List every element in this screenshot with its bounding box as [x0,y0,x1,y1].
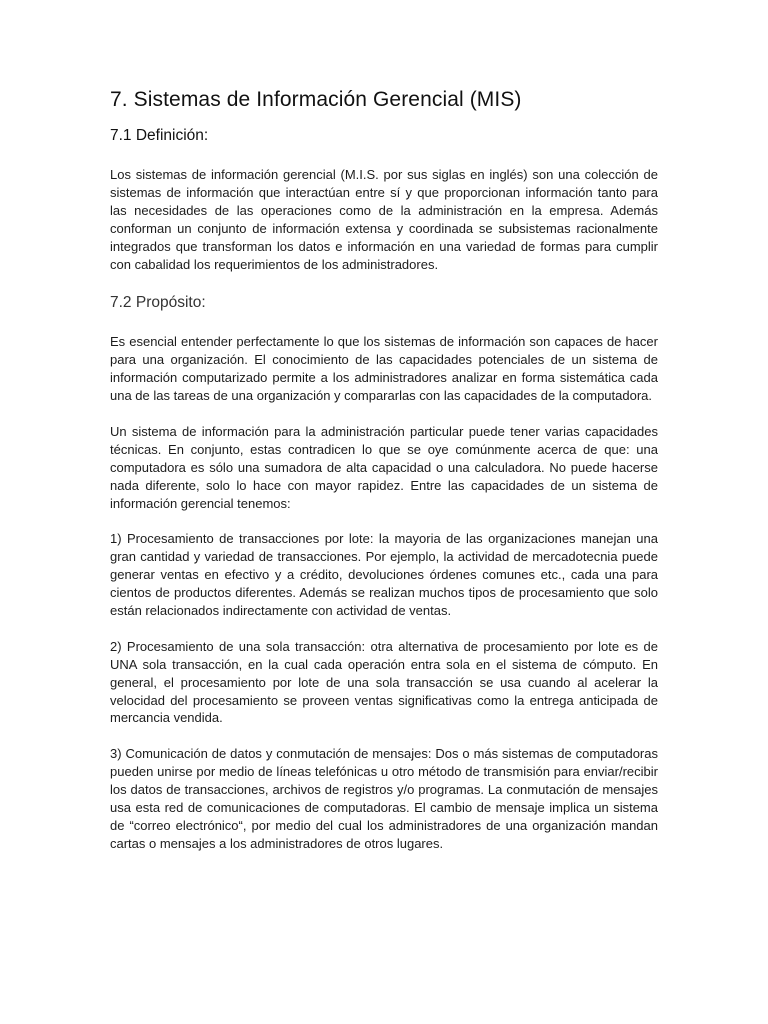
paragraph-proposito-1: Es esencial entender perfectamente lo que los sistemas de información son capaces de hacer para una organización. El conocimiento de las capacidades potenciales de un sistema de información computarizado permite a los administradores analizar en forma sistemática cada una de las tareas de una organización y compararlas con las capacidades de la computadora. [110,334,658,404]
section-heading-proposito: 7.2 Propósito: [110,294,206,312]
section-heading-definicion: 7.1 Definición: [110,127,209,144]
document-title: 7. Sistemas de Información Gerencial (MIS) [110,88,522,111]
paragraph-proposito-2: Un sistema de información para la administración particular puede tener varias capacidades técnicas. En conjunto, estas contradicen lo que se oye comúnmente acerca de que: una computadora es sólo una sumadora de alta capacidad o una calculadora. No puede hacerse nada diferente, solo lo hace con mayor rapidez. Entre las capacidades de un sistema de información gerencial tenemos: [110,423,658,511]
paragraph-comunicacion-datos: 3) Comunicación de datos y conmutación de mensajes: Dos o más sistemas de computadoras pueden unirse por medio de líneas telefónicas u otro método de transmisión para enviar/recibir los datos de transacciones, archivos de registros y/o programas. La conmutación de mensajes usa esta red de comunicaciones de computadoras. El cambio de mensaje implica un sistema de “correo electrónico“, por medio del cual los administradores de una organización mandan cartas o mensajes a los administradores de otros lugares. [110,746,658,851]
paragraph-definicion: Los sistemas de información gerencial (M.I.S. por sus siglas en inglés) son una colección de sistemas de información que interactúan entre sí y que proporcionan información tanto para las necesidades de las operaciones como de la administración en la empresa. Además conforman un conjunto de información extensa y coordinada se subsistemas racionalmente integrados que transforman los datos e información en una variedad de formas para cumplir con cabalidad los requerimientos de los administradores. [110,167,658,272]
paragraph-procesamiento-lote: 1) Procesamiento de transacciones por lote: la mayoria de las organizaciones manejan una gran cantidad y variedad de transacciones. Por ejemplo, la actividad de mercadotecnia puede generar ventas en efectivo y a crédito, devoluciones órdenes comunes etc., cada una para cientos de productos diferentes. Además se realizan muchos tipos de procesamiento que solo están relacionados indirectamente con actividad de ventas. [110,531,658,618]
document-page [110,84,658,853]
paragraph-procesamiento-transaccion: 2) Procesamiento de una sola transacción: otra alternativa de procesamiento por lote es de UNA sola transacción, en la cual cada operación entra sola en el sistema de cómputo. En general, el procesamiento por lote de una sola transacción se usa cuando al acelerar la velocidad del procesamiento se proveen ventas significativas como la entrega anticipada de mercancia vendida. [110,638,658,726]
